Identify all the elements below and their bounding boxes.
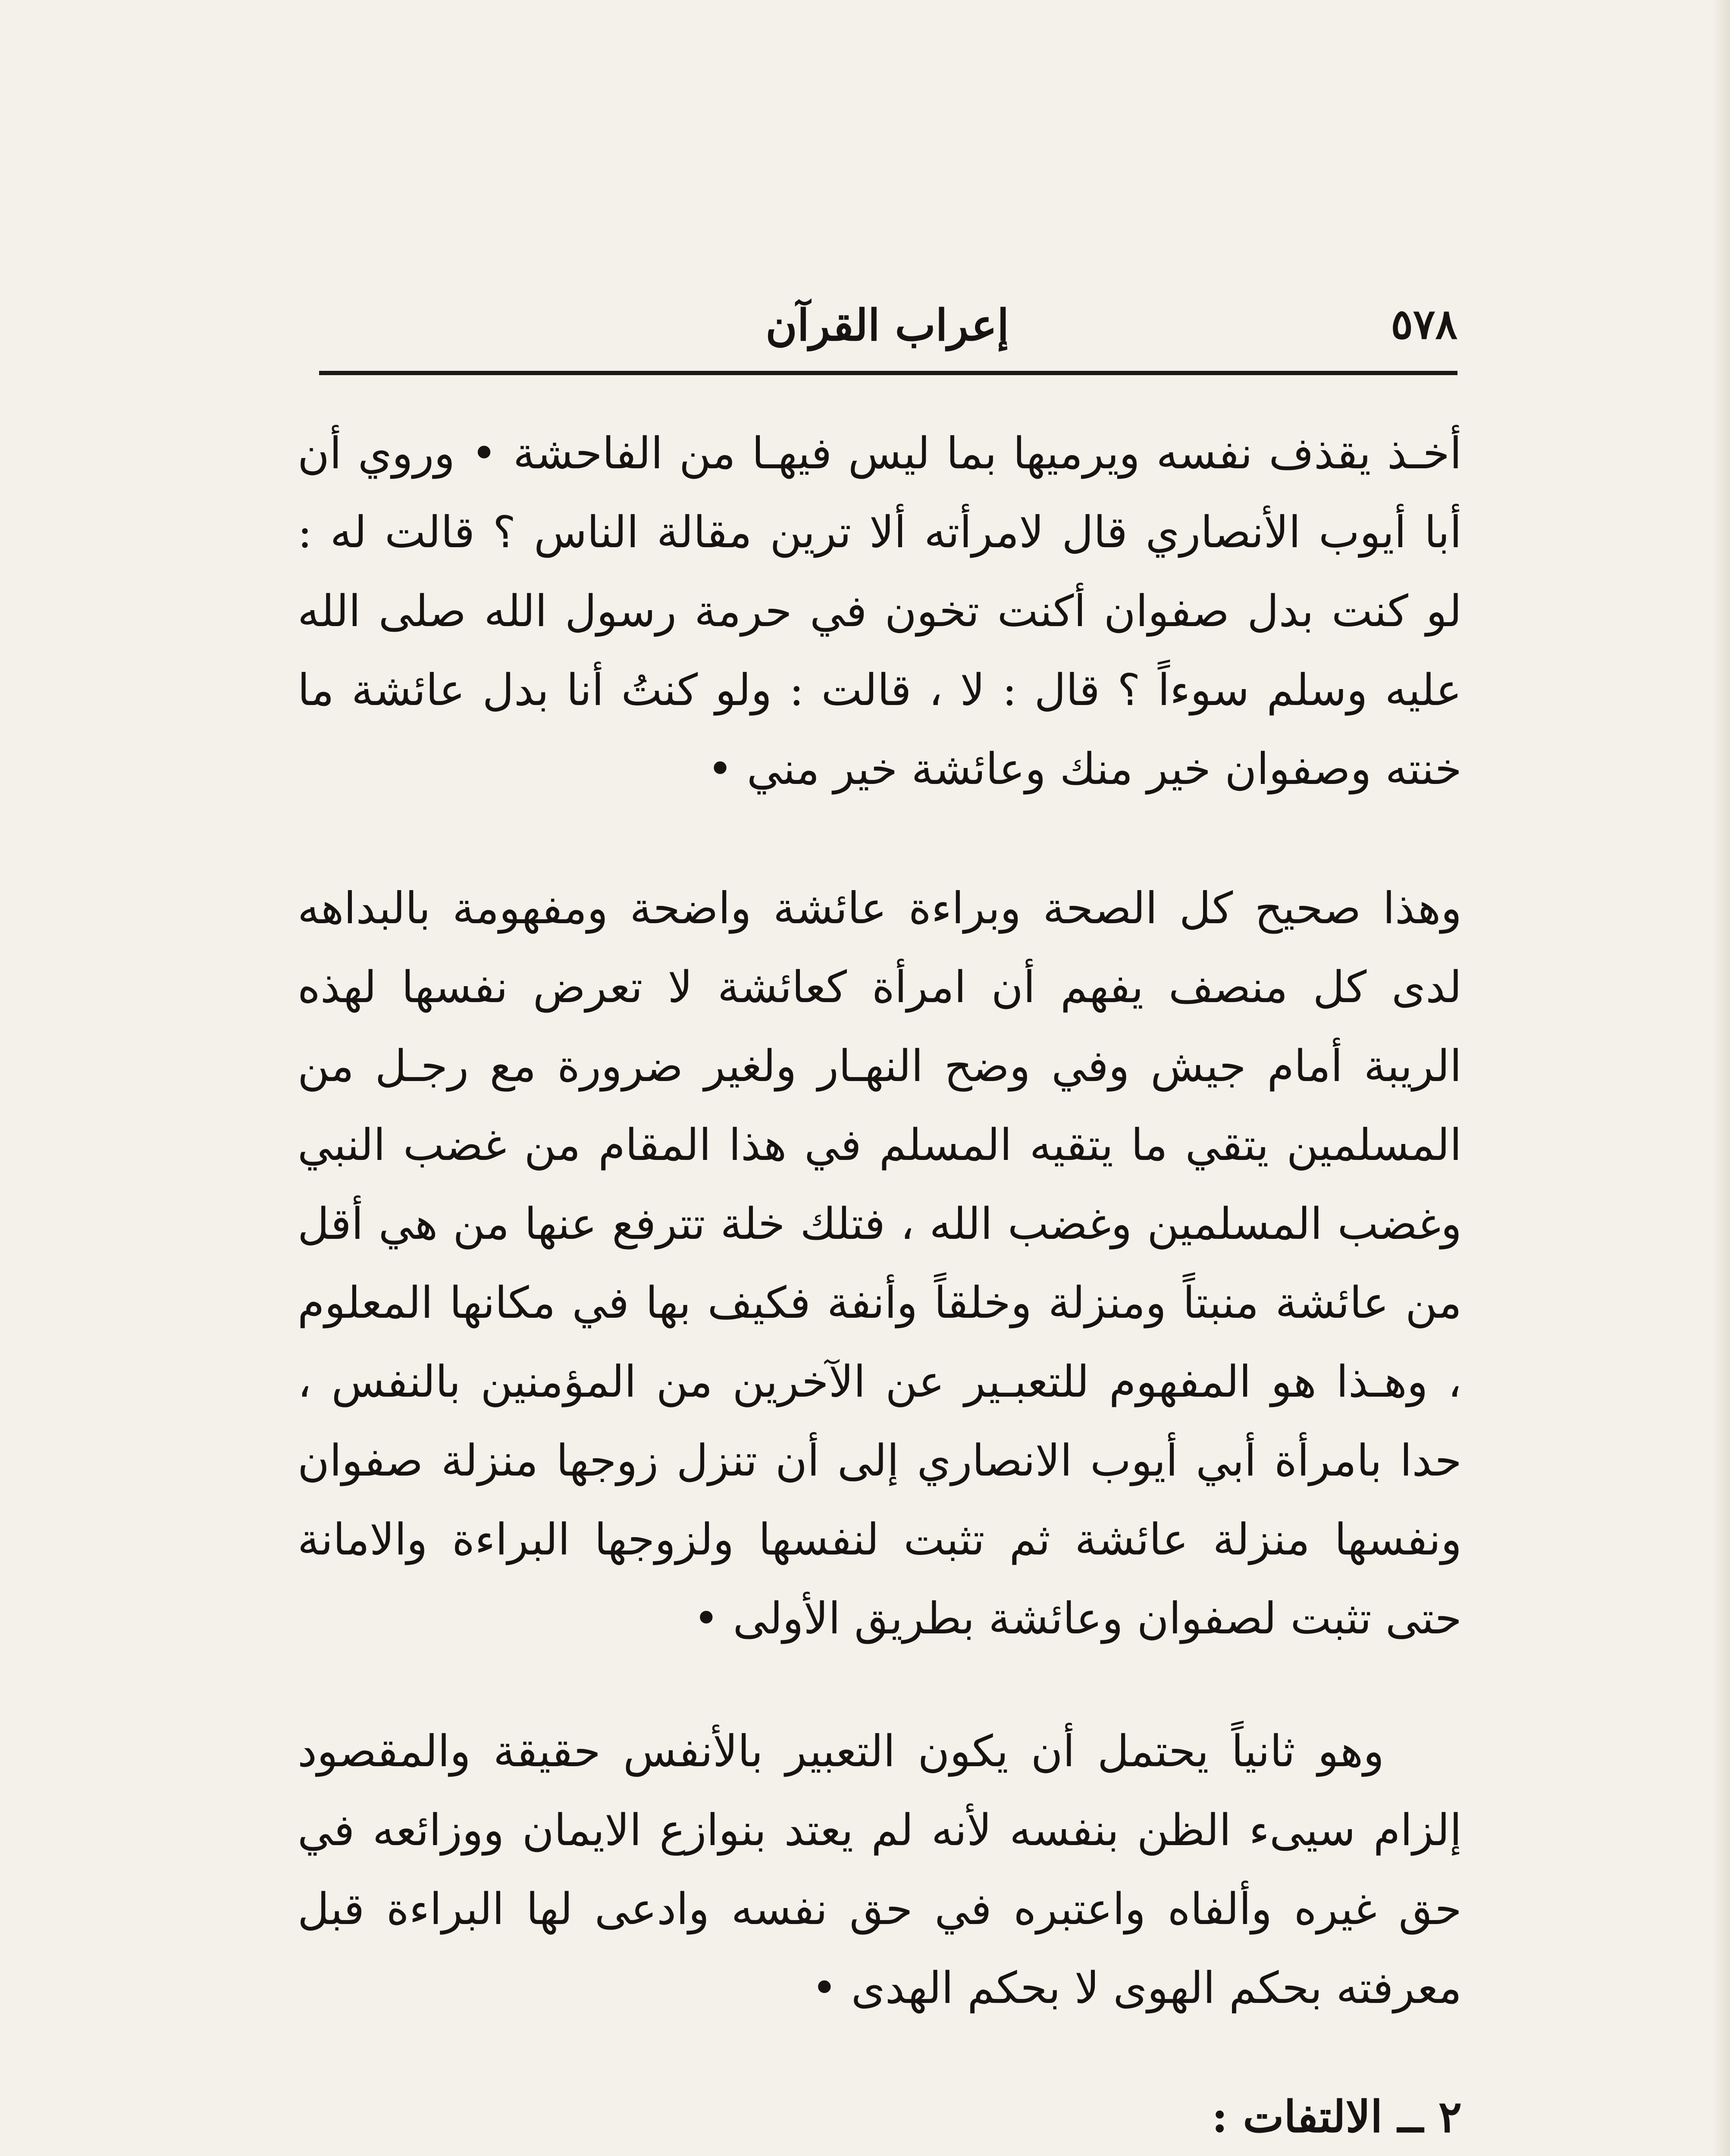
- paragraph-2: وهذا صحيح كل الصحة وبراءة عائشة واضحة ومفهومة بالبداهه لدى كل منصف يفهم أن امرأة كعائشة لا تعرض نفسها لهذه الريبة أمام جيش وفي وضح النهـار ولغير ضرورة مع رجـل من المسلمين يتقي ما يتقيه المسلم في هذا المقام من غضب النبي وغضب المسلمين وغضب الله ، فتلك خلة تترفع عنها من هي أقل من عائشة منبتاً ومنزلة وخلقاً وأنفة فكيف بها في مكانها المعلوم ، وهـذا هو المفهوم للتعبـير عن الآخرين من المؤمنين بالنفس ، حدا بامرأة أبي أيوب الانصاري إلى أن تنزل زوجها منزلة صفوان ونفسها منزلة عائشة ثم تثبت لنفسها ولزوجها البراءة والامانة حتى تثبت لصفوان وعائشة بطريق الأولى •: [298, 883, 1462, 1644]
- paragraph-3: وهو ثانياً يحتمل أن يكون التعبير بالأنفس حقيقة والمقصود إلزام سيىء الظن بنفسه لأنه لم يعتد بنوازع الايمان ووزائعه في حق غيره وألفاه واعتبره في حق نفسه وادعى لها البراءة قبل معرفته بحكم الهوى لا بحكم الهدى •: [298, 1726, 1462, 2013]
- page-body: [298, 414, 1462, 2156]
- page-edge-shadow: [1713, 0, 1730, 2156]
- paragraph-1: أخـذ يقذف نفسه ويرميها بما ليس فيهـا من الفاحشة • وروي أن أبا أيوب الأنصاري قال لامرأته ألا ترين مقالة الناس ؟ قالت له : لو كنت بدل صفوان أكنت تخون في حرمة رسول الله صلى الله عليه وسلم سوءاً ؟ قال : لا ، قالت : ولو كنتُ أنا بدل عائشة ما خنته وصفوان خير منك وعائشة خير مني •: [298, 428, 1462, 794]
- book-title: إعراب القرآن: [765, 300, 1009, 351]
- page-header: [319, 282, 1457, 369]
- header-rule: [319, 371, 1457, 375]
- page-number: ٥٧٨: [1391, 300, 1457, 348]
- section-heading: ٢ ــ الالتفات :: [1211, 2091, 1462, 2142]
